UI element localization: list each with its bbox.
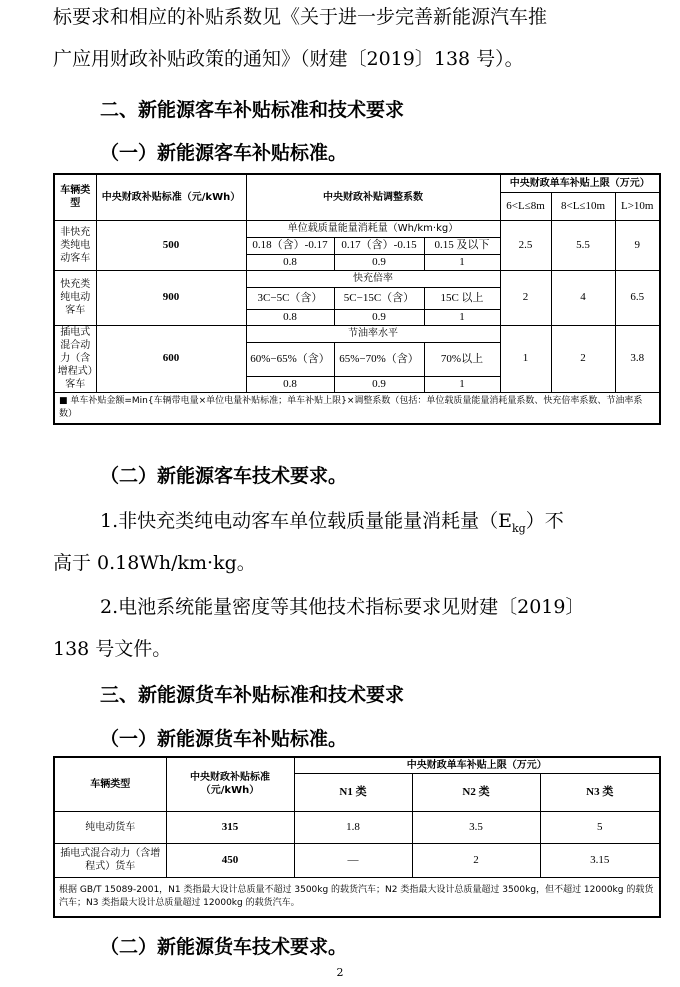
coefficient-range: 0.18（含）-0.17 [246,237,334,254]
coefficient-metric: 快充倍率 [246,270,500,287]
coefficient-range: 0.17（含）-0.15 [334,237,424,254]
subsidy-cap-cell: 1 [500,325,551,392]
header-subsidy-standard: 中央财政补贴标准（元/kWh） [96,174,246,220]
header-length-2: 8<L≤10m [551,192,615,220]
coefficient-factor: 1 [424,254,500,270]
header-adjust-coefficient: 中央财政补贴调整系数 [246,174,500,220]
coefficient-range: 5C−15C（含） [334,287,424,309]
header-subsidy-cap: 中央财政单车补贴上限（万元） [500,174,660,192]
coefficient-range: 60%−65%（含） [246,342,334,376]
paragraph-line: 2.电池系统能量密度等其他技术指标要求见财建〔2019〕 [100,596,585,618]
paragraph-line: 高于 0.18Wh/km·kg。 [53,552,256,574]
coefficient-factor: 0.9 [334,309,424,325]
table-note: ■ 单车补贴金额=Min{车辆带电量×单位电量补贴标准；单车补贴上限}×调整系数（包括：单位载质量能量消耗量系数、快充倍率系数、节油率系数） [54,392,660,424]
table-note: 根据 GB/T 15089-2001，N1 类指最大设计总质量不超过 3500kg 的载货汽车；N2 类指最大设计总质量超过 3500kg，但不超过 12000kg 的载货汽车；N3 类指最大设计总质量超过 12000kg 的载货汽车。 [54,877,660,917]
subsidy-cap-cell: — [294,843,412,877]
page-number: 2 [336,966,344,979]
subsidy-cap-cell: 2.5 [500,220,551,270]
coefficient-range: 70%以上 [424,342,500,376]
coefficient-factor: 0.8 [246,376,334,392]
subsidy-cap-cell: 3.15 [540,843,660,877]
section-heading: 二、新能源客车补贴标准和技术要求 [100,99,405,121]
vehicle-type-cell: 插电式混合动力（含增程式）货车 [54,843,166,877]
coefficient-range: 3C−5C（含） [246,287,334,309]
subsidy-cap-cell: 5 [540,811,660,843]
subsidy-cap-cell: 2 [551,325,615,392]
subsidy-cap-cell: 2 [412,843,540,877]
subsidy-cap-cell: 4 [551,270,615,325]
coefficient-factor: 0.9 [334,254,424,270]
coefficient-range: 15C 以上 [424,287,500,309]
subsidy-cap-cell: 9 [615,220,660,270]
header-vehicle-type: 车辆类型 [54,757,166,811]
header-class-n2: N2 类 [412,773,540,811]
vehicle-type-cell: 插电式混合动力（含增程式）客车 [54,325,96,392]
truck-subsidy-table [53,756,661,918]
header-subsidy-standard: 中央财政补贴标准（元/kWh） [166,757,294,811]
coefficient-factor: 1 [424,376,500,392]
coefficient-range: 0.15 及以下 [424,237,500,254]
header-class-n1: N1 类 [294,773,412,811]
coefficient-metric: 单位载质量能量消耗量（Wh/km·kg） [246,220,500,237]
subsidy-standard-cell: 600 [96,325,246,392]
vehicle-type-cell: 非快充类纯电动客车 [54,220,96,270]
header-class-n3: N3 类 [540,773,660,811]
header-subsidy-cap: 中央财政单车补贴上限（万元） [294,757,660,773]
vehicle-type-cell: 纯电动货车 [54,811,166,843]
subsection-heading: （一）新能源客车补贴标准。 [100,142,348,164]
bus-subsidy-table [53,173,661,425]
coefficient-factor: 0.8 [246,254,334,270]
coefficient-factor: 1 [424,309,500,325]
subsidy-standard-cell: 900 [96,270,246,325]
subsection-heading: （二）新能源客车技术要求。 [100,465,348,487]
paragraph-line: 广应用财政补贴政策的通知》（财建〔2019〕138 号）。 [53,48,524,70]
coefficient-factor: 0.9 [334,376,424,392]
header-length-1: 6<L≤8m [500,192,551,220]
paragraph-line: 1.非快充类纯电动客车单位载质量能量消耗量$(E_{kg})$不 [100,510,564,535]
subsidy-cap-cell: 5.5 [551,220,615,270]
subsidy-cap-cell: 6.5 [615,270,660,325]
paragraph-line: 138 号文件。 [53,638,172,660]
subsidy-cap-cell: 3.8 [615,325,660,392]
section-heading: 三、新能源货车补贴标准和技术要求 [100,684,405,706]
subsidy-standard-cell: 450 [166,843,294,877]
coefficient-range: 65%−70%（含） [334,342,424,376]
subsidy-cap-cell: 3.5 [412,811,540,843]
subsidy-standard-cell: 315 [166,811,294,843]
paragraph-line: 标要求和相应的补贴系数见《关于进一步完善新能源汽车推 [53,6,548,28]
header-length-3: L>10m [615,192,660,220]
subsidy-cap-cell: 2 [500,270,551,325]
header-vehicle-type: 车辆类型 [54,174,96,220]
subsidy-cap-cell: 1.8 [294,811,412,843]
vehicle-type-cell: 快充类纯电动客车 [54,270,96,325]
coefficient-metric: 节油率水平 [246,325,500,342]
subsidy-standard-cell: 500 [96,220,246,270]
coefficient-factor: 0.8 [246,309,334,325]
subsection-heading: （二）新能源货车技术要求。 [100,936,348,958]
subsection-heading: （一）新能源货车补贴标准。 [100,728,348,750]
